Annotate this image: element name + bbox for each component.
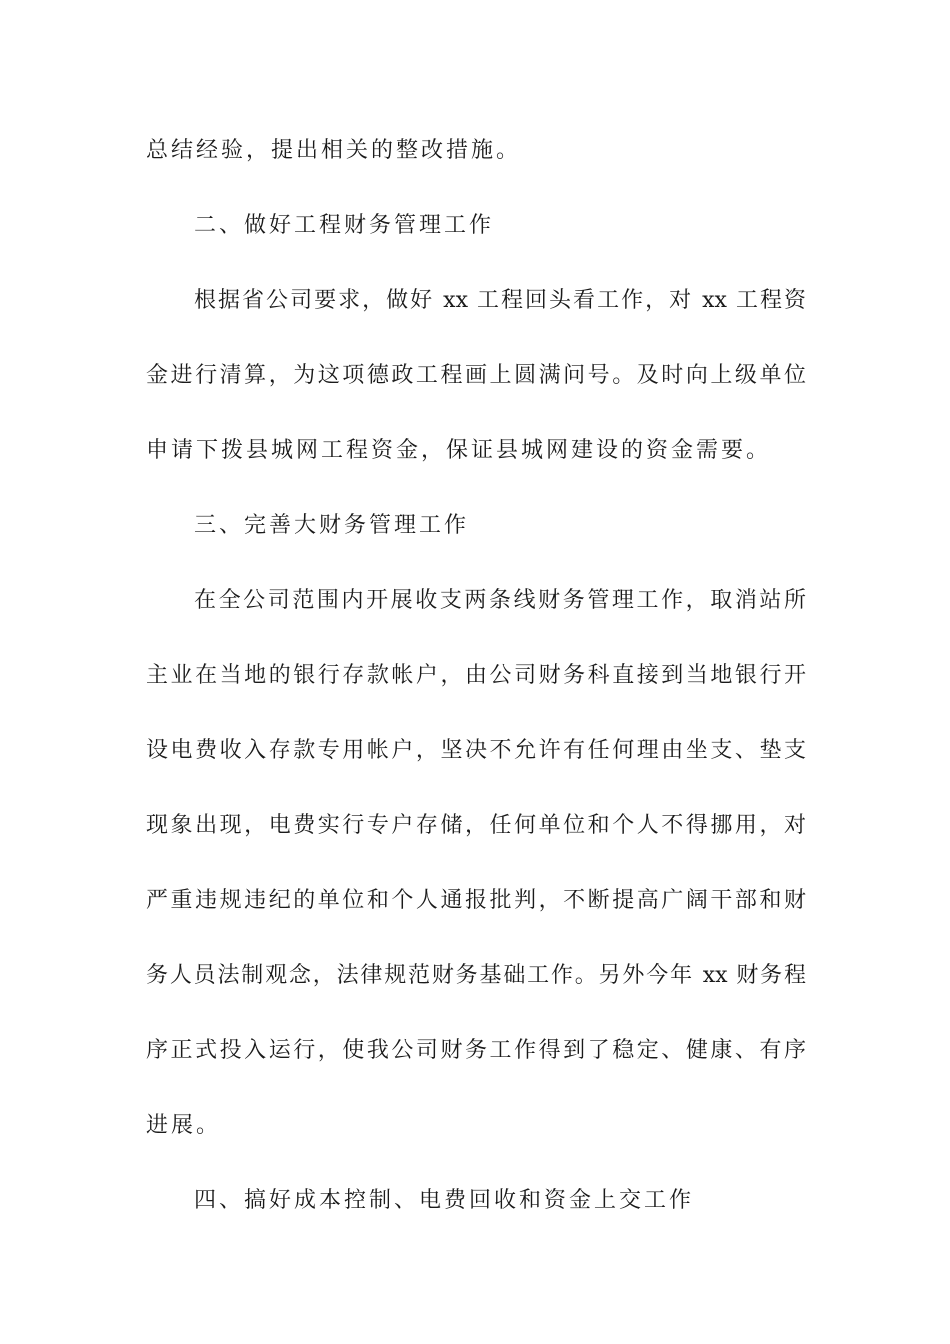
paragraph-line: 金进行清算，为这项德政工程画上圆满问号。及时向上级单位 [146, 363, 806, 388]
section-heading-4: 四、搞好成本控制、电费回收和资金上交工作 [194, 1188, 695, 1213]
section-heading-2: 二、做好工程财务管理工作 [194, 213, 495, 238]
paragraph-line: 总结经验，提出相关的整改措施。 [146, 138, 522, 163]
paragraph-line: 申请下拨县城网工程资金，保证县城网建设的资金需要。 [146, 438, 772, 463]
paragraph-line: 序正式投入运行，使我公司财务工作得到了稳定、健康、有序 [146, 1038, 806, 1063]
paragraph-line: 进展。 [146, 1113, 222, 1138]
paragraph-line: 严重违规违纪的单位和个人通报批判，不断提高广阔干部和财 [146, 888, 806, 913]
paragraph-line: 务人员法制观念，法律规范财务基础工作。另外今年 xx 财务程 [146, 963, 806, 988]
section-heading-3: 三、完善大财务管理工作 [194, 513, 470, 538]
paragraph-line: 根据省公司要求，做好 xx 工程回头看工作，对 xx 工程资 [194, 288, 806, 313]
paragraph-line: 在全公司范围内开展收支两条线财务管理工作，取消站所 [194, 588, 806, 613]
paragraph-line: 设电费收入存款专用帐户，坚决不允许有任何理由坐支、垫支 [146, 738, 806, 763]
paragraph-line: 现象出现，电费实行专户存储，任何单位和个人不得挪用，对 [146, 813, 806, 838]
paragraph-line: 主业在当地的银行存款帐户，由公司财务科直接到当地银行开 [146, 663, 806, 688]
